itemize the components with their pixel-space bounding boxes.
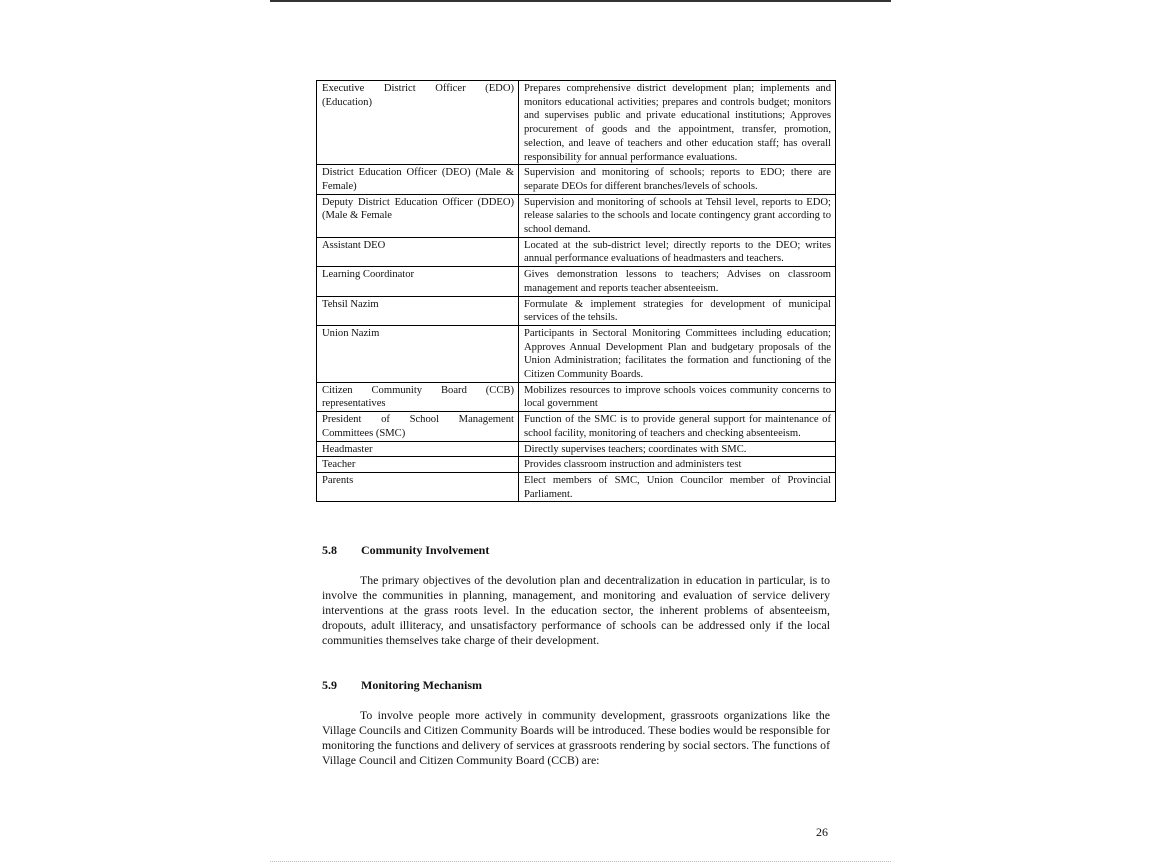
page-top-rule: [270, 0, 891, 2]
page-bottom-rule: [270, 861, 891, 862]
table-row: [317, 194, 836, 237]
table-row: [317, 296, 836, 325]
role-cell: Headmaster: [317, 441, 519, 457]
table-row: [317, 412, 836, 441]
duties-cell: Supervision and monitoring of schools; reports to EDO; there are separate DEOs for different branches/levels of schools.: [519, 165, 836, 194]
role-cell: Deputy District Education Officer (DDEO) (Male & Female: [317, 194, 519, 237]
section-heading: [322, 543, 830, 558]
section-title: Monitoring Mechanism: [361, 678, 482, 692]
section-paragraph: The primary objectives of the devolution plan and decentralization in education in particular, is to involve the communities in planning, management, and monitoring and evaluation of service delivery interventions at the grass roots level. In the education sector, the inherent problems of absenteeism, dropouts, adult illiteracy, and unsatisfactory performance of schools can be addressed only if the local communities themselves take charge of their development.: [322, 573, 830, 647]
duties-cell: Supervision and monitoring of schools at Tehsil level, reports to EDO; release salaries to the schools and locate contingency grant according to school demand.: [519, 194, 836, 237]
duties-cell: Located at the sub-district level; directly reports to the DEO; writes annual performance evaluations of headmasters and teachers.: [519, 237, 836, 266]
duties-cell: Function of the SMC is to provide general support for maintenance of school facility, monitoring of teachers and checking absenteeism.: [519, 412, 836, 441]
page-number: 26: [816, 825, 828, 839]
section-title: Community Involvement: [361, 543, 490, 557]
table-row: [317, 81, 836, 165]
table-row: [317, 237, 836, 266]
duties-cell: Provides classroom instruction and administers test: [519, 457, 836, 473]
role-cell: President of School Management Committees (SMC): [317, 412, 519, 441]
role-cell: District Education Officer (DEO) (Male & Female): [317, 165, 519, 194]
duties-cell: Directly supervises teachers; coordinates with SMC.: [519, 441, 836, 457]
table-row: [317, 441, 836, 457]
duties-cell: Elect members of SMC, Union Councilor member of Provincial Parliament.: [519, 472, 836, 501]
role-cell: Parents: [317, 472, 519, 501]
duties-cell: Participants in Sectoral Monitoring Committees including education; Approves Annual Development Plan and budgetary proposals of the Union Administration; facilitates the formation and functioning of the Citizen Community Boards.: [519, 325, 836, 382]
role-cell: Assistant DEO: [317, 237, 519, 266]
table-row: [317, 325, 836, 382]
table-row: [317, 267, 836, 296]
table-row: [317, 165, 836, 194]
role-cell: Citizen Community Board (CCB) representatives: [317, 382, 519, 411]
section-heading: [322, 678, 830, 693]
duties-cell: Prepares comprehensive district development plan; implements and monitors educational activities; prepares and controls budget; monitors and supervises public and private educational institutions; Approves procurement of goods and the appointment, transfer, promotion, selection, and leave of teachers and other education staff; has overall responsibility for annual performance evaluations.: [519, 81, 836, 165]
duties-cell: Formulate & implement strategies for development of municipal services of the tehsils.: [519, 296, 836, 325]
table-row: [317, 457, 836, 473]
section-monitoring-mechanism: [322, 678, 830, 768]
role-cell: Learning Coordinator: [317, 267, 519, 296]
section-paragraph: To involve people more actively in community development, grassroots organizations like the Village Councils and Citizen Community Boards will be introduced. These bodies would be responsible for monitoring the functions and delivery of services at grassroots rendering by social sectors. The functions of Village Council and Citizen Community Board (CCB) are:: [322, 708, 830, 767]
duties-cell: Gives demonstration lessons to teachers; Advises on classroom management and reports teacher absenteeism.: [519, 267, 836, 296]
role-cell: Union Nazim: [317, 325, 519, 382]
role-cell: Executive District Officer (EDO) (Education): [317, 81, 519, 165]
section-number: 5.8: [322, 543, 337, 557]
roles-table: [316, 80, 836, 502]
roles-table-body: [317, 81, 836, 502]
table-row: [317, 382, 836, 411]
role-cell: Teacher: [317, 457, 519, 473]
section-community-involvement: [322, 543, 830, 648]
duties-cell: Mobilizes resources to improve schools voices community concerns to local government: [519, 382, 836, 411]
section-number: 5.9: [322, 678, 337, 692]
table-row: [317, 472, 836, 501]
role-cell: Tehsil Nazim: [317, 296, 519, 325]
